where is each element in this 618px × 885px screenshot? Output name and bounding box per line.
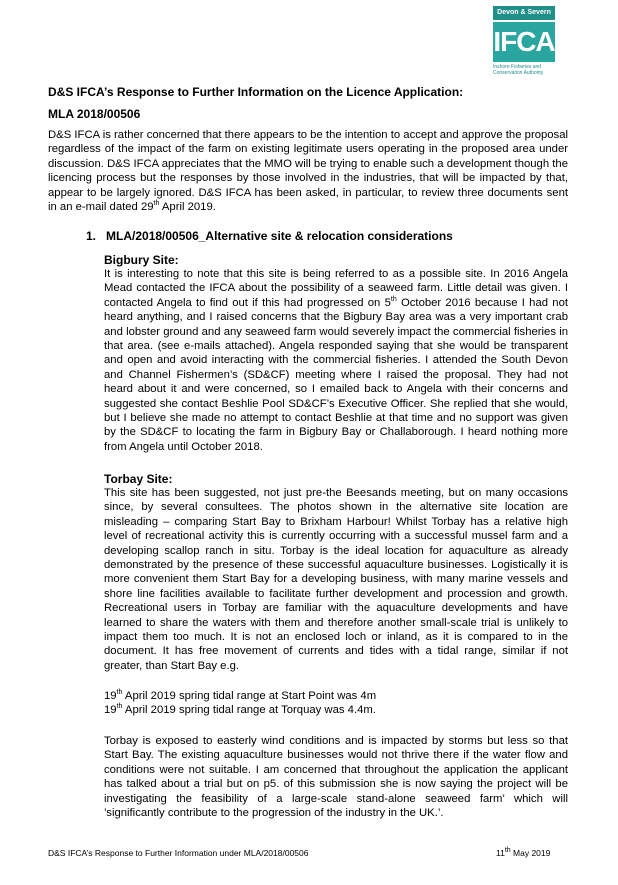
section-number: 1. (86, 229, 97, 243)
footer-left: D&S IFCA’s Response to Further Information under MLA/2018/00506 (48, 848, 309, 858)
tidal-range-torquay: 19th April 2019 spring tidal range at Torquay was 4.4m. (104, 703, 376, 716)
section-title: MLA/2018/00506_Alternative site & relocation considerations (106, 229, 453, 243)
tidal-range-start-point: 19th April 2019 spring tidal range at Start Point was 4m (104, 689, 377, 702)
bigbury-heading: Bigbury Site: (104, 253, 179, 267)
ifca-logo (493, 6, 555, 82)
torbay-heading: Torbay Site: (104, 472, 173, 486)
footer-date: 11th May 2019 (496, 847, 551, 858)
document-title: D&S IFCA’s Response to Further Information on the Licence Application: (48, 85, 464, 99)
intro-paragraph: D&S IFCA is rather concerned that there appears to be the intention to accept and approve the proposal regardless of the impact of the farm on existing legitimate users operating in the proposed area under discussion. D&S IFCA appreciates that the MMO will be trying to enable such a development though the licencing process but the responses by those involved in the industries, that will be impacted by that, appear to be largely ignored. D&S IFCA has been asked, in particular, to review three documents sent in an e-mail dated 29th April 2019. (48, 129, 568, 214)
reference-number: MLA 2018/00506 (48, 107, 141, 121)
section-heading (86, 229, 453, 243)
logo-subtitle: Inshore Fisheries and Conservation Authority (493, 64, 544, 76)
logo-region: Devon & Severn (493, 6, 555, 20)
bigbury-paragraph: It is interesting to note that this site is being referred to as a possible site. In 2016 Angela Mead contacted the IFCA about the possibility of a seaweed farm. Little detail was given. I contacted Angela to find out if this had progressed on 5th October 2016 because I had not heard anything, and I raised concerns that the Bigbury Bay area was a very important crab and lobster ground and any seaweed farm would severely impact the commercial fisheries in that area. (see e-mails attached). Angela responded saying that she would be transparent and open and avoid interacting with the commercial fisheries. I attended the South Devon and Channel Fishermen’s (SD&CF) meeting where I raised the proposal. They had not heard about it and were concerned, so I emailed back to Angela with their concerns and suggested she contact Beshlie Pool SD&CF’s Executive Officer. She replied that she would, but I believe she made no attempt to contact Beshlie at that time and no support was given by the SD&CF to locating the farm in Bigbury Bay or Challaborough. I heard nothing more from Angela until October 2018. (104, 268, 568, 453)
torbay-closing-paragraph: Torbay is exposed to easterly wind conditions and is impacted by storms but less so that Start Bay. The existing aquaculture businesses would not thrive there if the water flow and conditions were not suitable. I am concerned that throughout the application the applicant has talked about a trial but on p5. of this submission she is now saying the project will be investigating the feasibility of a large-scale stand-alone seaweed farm’ which will ’significantly contribute to the progression of the industry in the UK.’. (104, 735, 568, 820)
logo-mark: IFCA (493, 22, 555, 62)
torbay-paragraph: This site has been suggested, not just pre-the Beesands meeting, but on many occasions since, by several consultees. The photos shown in the alternative site location are misleading – comparing Start Bay to Brixham Harbour! Whilst Torbay has a relative high level of recreational activity this is currently occurring with a successful mussel farm and a developing scallop ranch in situ. Torbay is the ideal location for aquaculture as already demonstrated by the presence of these successful aquaculture businesses. Logistically it is more convenient them Start Bay for a developing business, with many marine vessels and shore line facilities available to facilitate further development and procession and growth. Recreational users in Torbay are familiar with the aquaculture developments and have learned to share the waters with them and therefore another small-scale trial is unlikely to impact them too much. It is not an enclosed loch or inland, as it is compared to in the document. It has free movement of currents and tides with a tidal range, similar if not greater, than Start Bay e.g. (104, 487, 568, 672)
